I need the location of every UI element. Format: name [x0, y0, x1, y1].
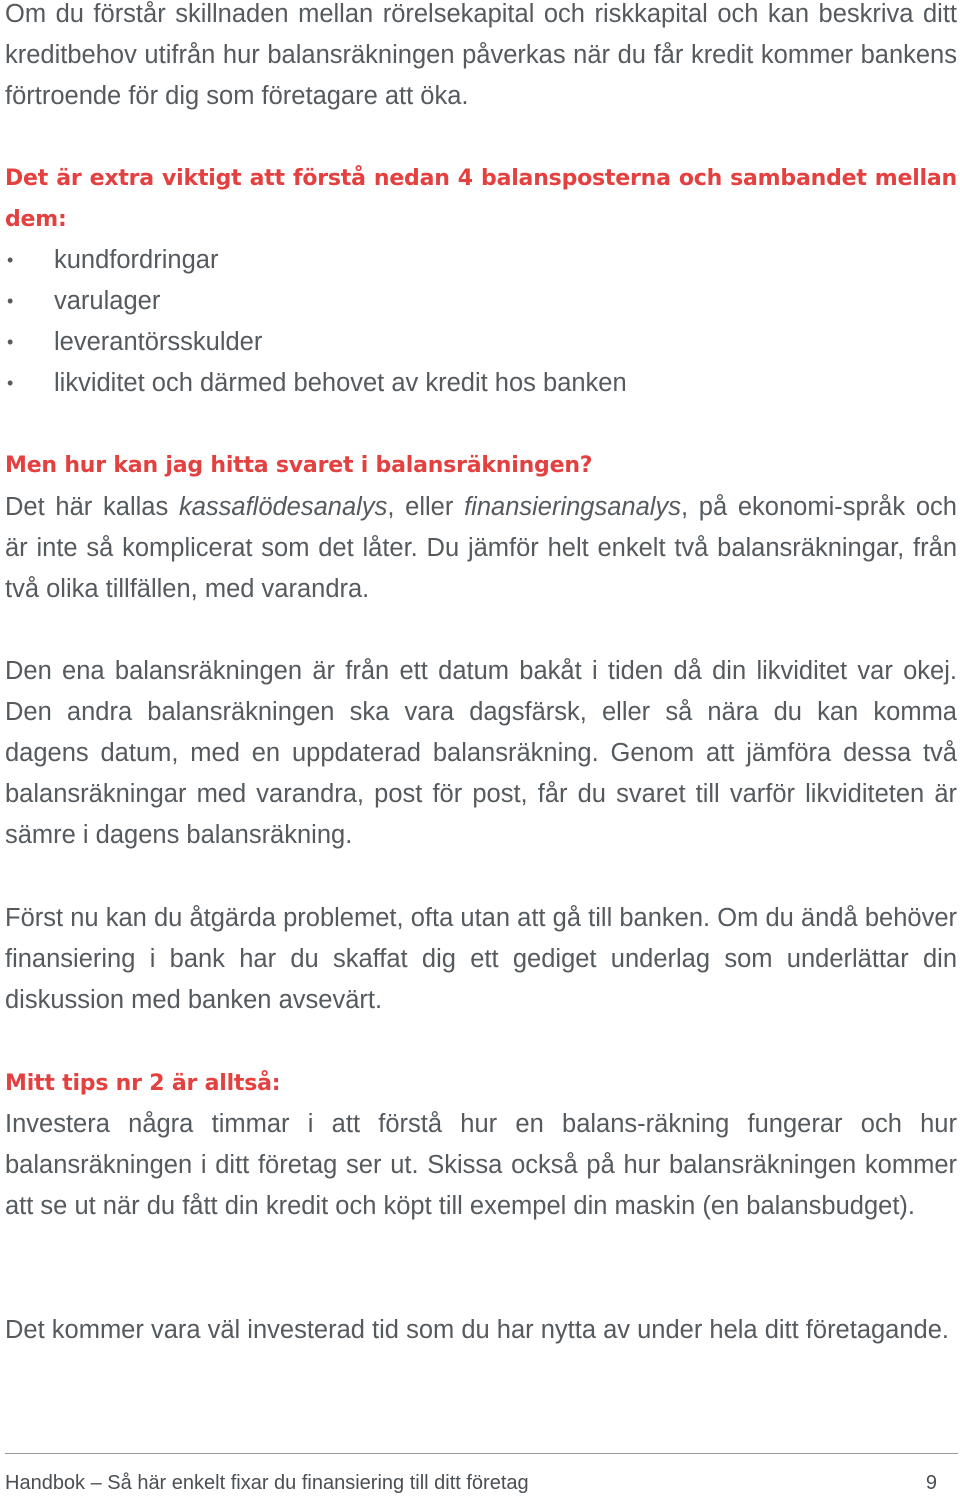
list-item: • kundfordringar — [5, 240, 957, 281]
term-financing-analysis: finansieringsanalys — [464, 493, 681, 521]
term-cashflow-analysis: kassaflödesanalys — [178, 493, 388, 521]
page-footer — [5, 1470, 937, 1496]
section-heading-tip: Mitt tips nr 2 är alltså: — [5, 1071, 281, 1096]
footer-title: Handbok – Så här enkelt fixar du finansiering till ditt företag — [5, 1472, 529, 1494]
comparison-paragraph: Den ena balansräkningen är från ett datum bakåt i tiden då din likviditet var okej. Den andra balansräkningen ska vara dagsfärsk, eller så nära du kan komma dagens datum, med en uppdaterad balansräkning. Genom att jämföra dessa två balansräkningar med varandra, post för post, får du svaret till varför likviditeten är sämre i dagens balansräkning. — [5, 657, 957, 849]
section-heading-question: Men hur kan jag hitta svaret i balansräkningen? — [5, 453, 593, 478]
closing-paragraph: Det kommer vara väl investerad tid som du har nytta av under hela ditt företagande. — [5, 1316, 949, 1344]
tip-paragraph: Investera några timmar i att förstå hur en balans-räkning fungerar och hur balansräkningen i ditt företag ser ut. Skissa också på hur balansräkningen kommer att se ut när du fått din kredit och köpt till exempel din maskin (en balansbudget). — [5, 1110, 957, 1220]
balance-items-list — [5, 240, 957, 404]
list-item: • leverantörsskulder — [5, 322, 957, 363]
action-paragraph: Först nu kan du åtgärda problemet, ofta utan att gå till banken. Om du ändå behöver finansiering i bank har du skaffat dig ett gediget underlag som underlättar din diskussion med banken avsevärt. — [5, 904, 957, 1014]
analysis-paragraph: Det här kallas kassaflödesanalys, eller finansieringsanalys, på ekonomi-språk och är inte så komplicerat som det låter. Du jämför helt enkelt två balansräkningar, från två olika tillfällen, med varandra. — [5, 493, 957, 603]
bullet-icon: • — [7, 250, 14, 270]
footer-divider — [5, 1453, 958, 1454]
section-heading-balance-items: Det är extra viktigt att förstå nedan 4 balansposterna och sambandet mellan dem: — [5, 166, 957, 232]
list-item: • likviditet och därmed behovet av kredit hos banken — [5, 363, 957, 404]
bullet-icon: • — [7, 373, 14, 393]
bullet-icon: • — [7, 291, 14, 311]
bullet-icon: • — [7, 332, 14, 352]
list-item: • varulager — [5, 281, 957, 322]
page-number: 9 — [925, 1472, 937, 1494]
intro-paragraph: Om du förstår skillnaden mellan rörelsekapital och riskkapital och kan beskriva ditt kreditbehov utifrån hur balansräkningen påverkas när du får kredit kommer bankens förtroende för dig som företagare att öka. — [5, 0, 957, 110]
